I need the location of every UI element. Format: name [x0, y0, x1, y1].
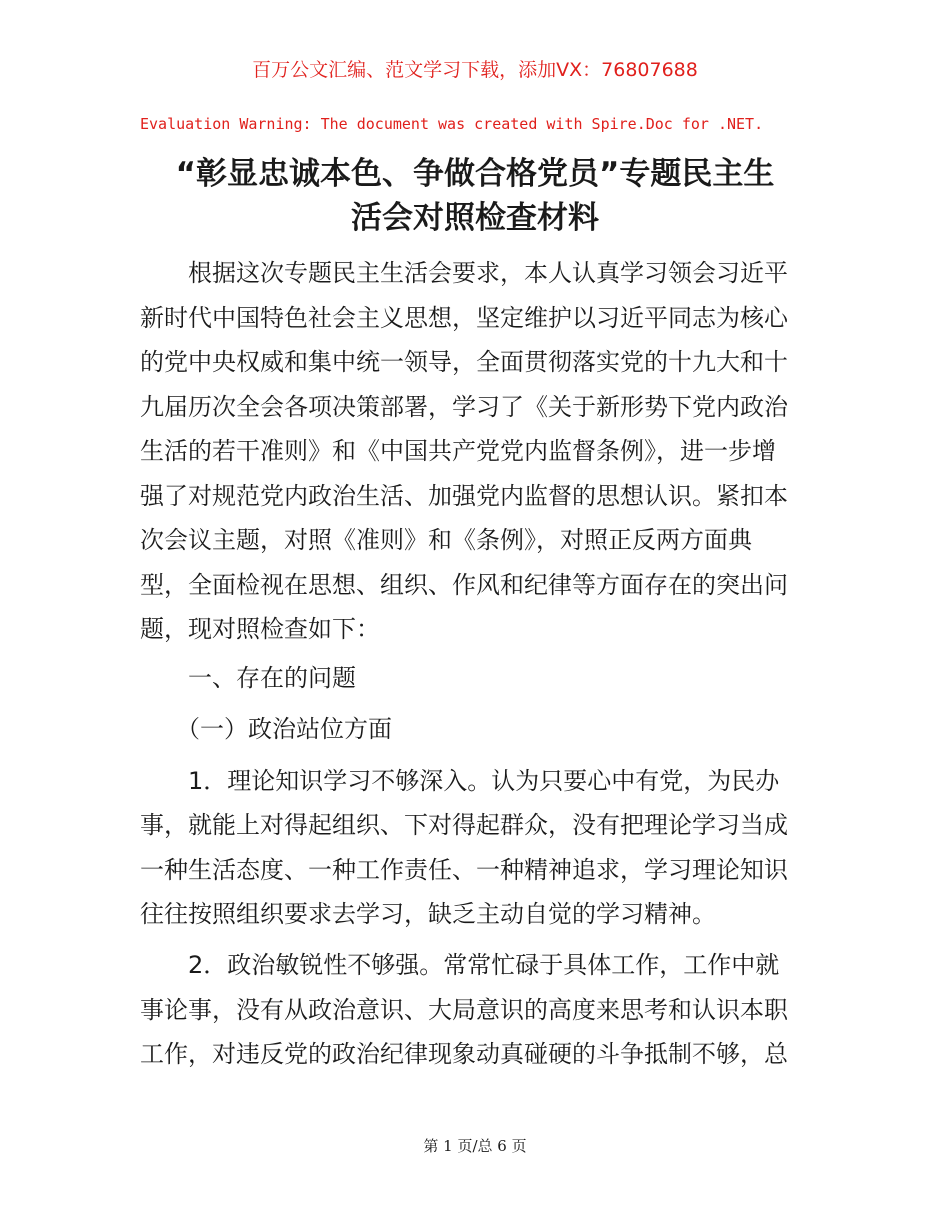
body-line: 强了对规范党内政治生活、加强党内监督的思想认识。紧扣本 [140, 482, 788, 510]
body-line: 根据这次专题民主生活会要求，本人认真学习领会习近平 [140, 259, 788, 287]
body-line: 次会议主题，对照《准则》和《条例》，对照正反两方面典 [140, 526, 752, 554]
body-line: 题，现对照检查如下： [140, 615, 380, 643]
evaluation-warning: Evaluation Warning: The document was created with Spire.Doc for .NET. [140, 115, 764, 133]
body-line: 的党中央权威和集中统一领导，全面贯彻落实党的十九大和十 [140, 348, 788, 376]
document-title-line-2: 活会对照检查材料 [351, 200, 599, 236]
body-line: 往往按照组织要求去学习，缺乏主动自觉的学习精神。 [140, 900, 716, 928]
body-line: 生活的若干准则》和《中国共产党党内监督条例》，进一步增 [140, 437, 776, 465]
body-line: 事，就能上对得起组织、下对得起群众，没有把理论学习当成 [140, 811, 788, 839]
body-line: 2．政治敏锐性不够强。常常忙碌于具体工作，工作中就 [140, 951, 780, 979]
body-line: 1．理论知识学习不够深入。认为只要心中有党，为民办 [140, 767, 780, 795]
header-banner: 百万公文汇编、范文学习下载，添加VX：76807688 [252, 59, 698, 81]
body-line: 一种生活态度、一种工作责任、一种精神追求，学习理论知识 [140, 856, 788, 884]
page-footer: 第 1 页/总 6 页 [423, 1137, 527, 1155]
document-title-line-1: “彰显忠诚本色、争做合格党员”专题民主生 [175, 156, 775, 192]
body-line: 新时代中国特色社会主义思想，坚定维护以习近平同志为核心 [140, 304, 788, 332]
body-line: 九届历次全会各项决策部署，学习了《关于新形势下党内政治 [140, 393, 788, 421]
section-heading: 一、存在的问题 [140, 664, 356, 692]
subsection-heading: （一）政治站位方面 [140, 715, 392, 743]
document-title [120, 152, 830, 240]
body-line: 型，全面检视在思想、组织、作风和纪律等方面存在的突出问 [140, 571, 788, 599]
body-line: 事论事，没有从政治意识、大局意识的高度来思考和认识本职 [140, 996, 788, 1024]
body-line: 工作，对违反党的政治纪律现象动真碰硬的斗争抵制不够，总 [140, 1040, 788, 1068]
